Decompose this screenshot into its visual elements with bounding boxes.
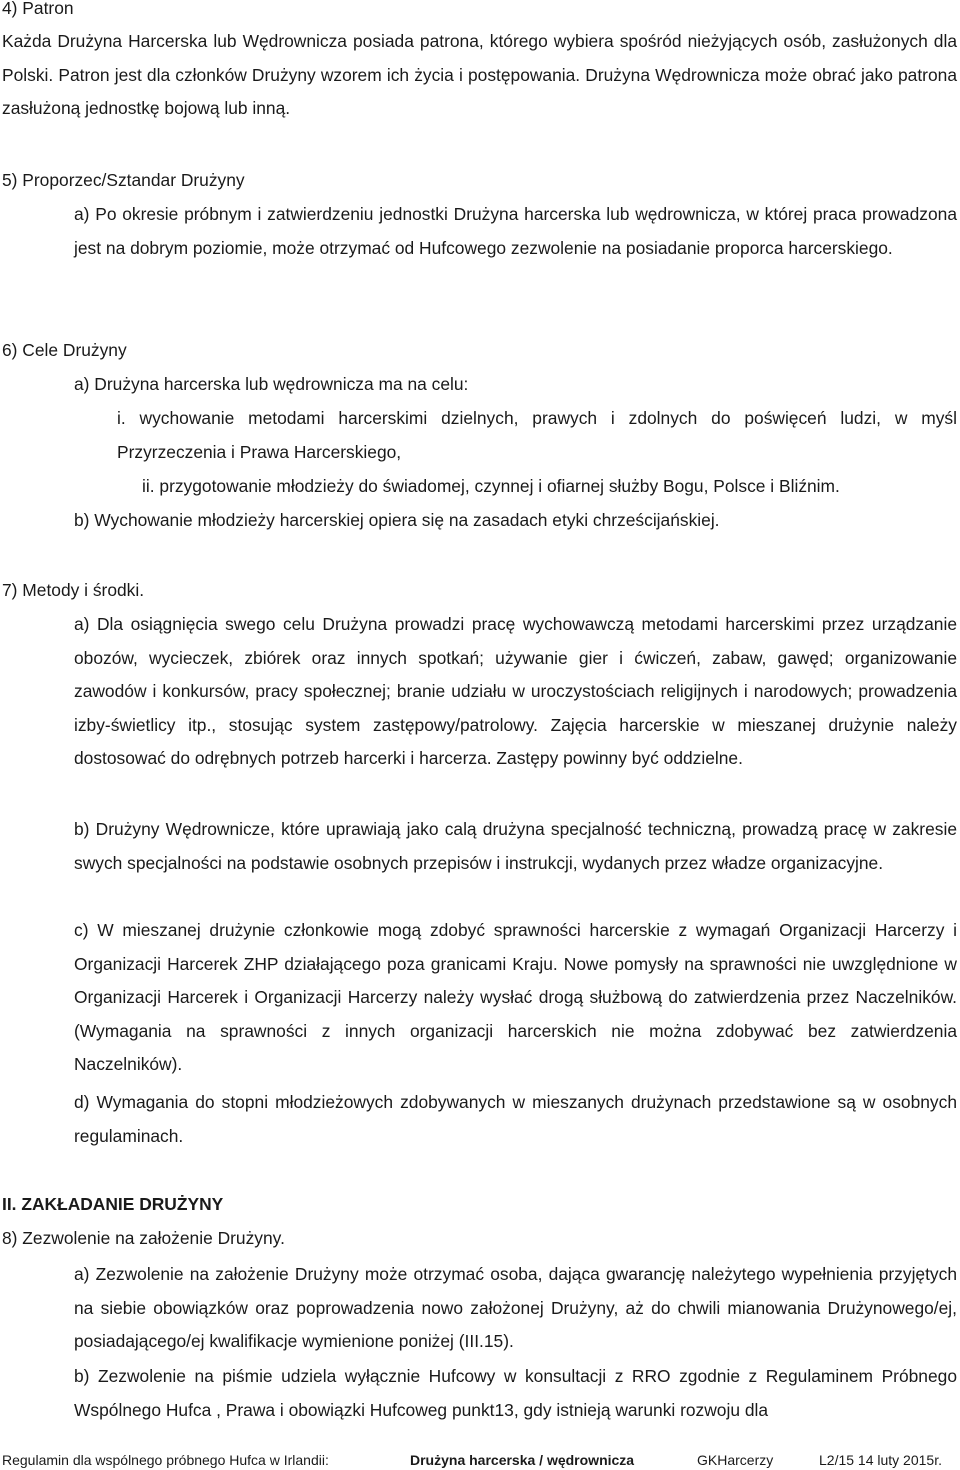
footer-author: GKHarcerzy (697, 1452, 774, 1468)
section-4-heading: 4) Patron (2, 0, 74, 18)
section-7-item-d: d) Wymagania do stopni młodzieżowych zdobywanych w mieszanych drużynach przedstawione są w osobnych regulaminach. (74, 1092, 957, 1146)
section-6-item-a: a) Drużyna harcerska lub wędrownicza ma na celu: (74, 374, 469, 394)
section-5-heading: 5) Proporzec/Sztandar Drużyny (2, 170, 245, 190)
footer-team-type: Drużyna harcerska / wędrownicza (410, 1452, 635, 1468)
section-7-item-c: c) W mieszanej drużynie członkowie mogą zdobyć sprawności harcerskie z wymagań Organizacji Harcerzy i Organizacji Harcerek ZHP działającego poza granicami Kraju. Nowe pomysły na sprawności nie uwzględnione w Organizacji Harcerek i Organizacji Harcerzy należy wysłać drogą służbową do zatwierdzenia przez Naczelników. (Wymagania na sprawności z innych organizacji harcerskich nie można zdobywać bez zatwierdzenia Naczelników). (74, 920, 957, 1075)
section-7-item-a: a) Dla osiągnięcia swego celu Drużyna prowadzi pracę wychowawczą metodami harcerskimi przez urządzanie obozów, wycieczek, zbiórek oraz innych spotkań; używanie gier i ćwiczeń, zabaw, gawęd; organizowanie zawodów i konkursów, pracy społecznej; branie udziału w uroczystościach religijnych i narodowych; prowadzenia izby-świetlicy itp., stosując system zastępowy/patrolowy. Zajęcia harcerskie w mieszanej drużynie należy dostosować do odrębnych potrzeb harcerki i harcerza. Zastępy powinny być oddzielne. (74, 614, 957, 769)
section-7-heading: 7) Metody i środki. (2, 580, 145, 600)
footer-document-title: Regulamin dla wspólnego próbnego Hufca w Irlandii: (2, 1452, 329, 1468)
section-4-paragraph: Każda Drużyna Harcerska lub Wędrownicza posiada patrona, którego wybiera spośród nieżyjących osób, zasłużonych dla Polski. Patron jest dla członków Drużyny wzorem ich życia i postępowania. Drużyna Wędrownicza może obrać jako patrona zasłużoną jednostkę bojową lub inną. (2, 31, 957, 119)
section-8-heading: 8) Zezwolenie na założenie Drużyny. (2, 1228, 285, 1248)
footer-version-date: L2/15 14 luty 2015r. (819, 1452, 942, 1468)
part-2-heading: II. ZAKŁADANIE DRUŻYNY (2, 1194, 224, 1214)
section-7-item-b: b) Drużyny Wędrownicze, które uprawiają jako calą drużyna specjalność techniczną, prowadzą pracę w zakresie swych specjalności na podstawie osobnych przepisów i instrukcji, wydanych przez władze organizacyjne. (74, 819, 957, 873)
section-8-item-b: b) Zezwolenie na piśmie udziela wyłącznie Hufcowy w konsultacji z RRO zgodnie z Regulaminem Próbnego Wspólnego Hufca , Prawa i obowiązki Hufcoweg punkt13, gdy istnieją warunki rozwoju dla (74, 1366, 957, 1420)
section-6-heading: 6) Cele Drużyny (2, 340, 127, 360)
section-6-item-b: b) Wychowanie młodzieży harcerskiej opiera się na zasadach etyki chrześcijańskiej. (74, 510, 720, 530)
section-8-item-a: a) Zezwolenie na założenie Drużyny może otrzymać osoba, dająca gwarancję należytego wypełnienia przyjętych na siebie obowiązków oraz poprowadzenia nowo założonej Drużyny, aż do chwili mianowania Drużynowego/ej, posiadającego/ej kwalifikacje wymienione poniżej (III.15). (74, 1264, 957, 1352)
section-6-item-i: i. wychowanie metodami harcerskimi dzielnych, prawych i zdolnych do poświęceń ludzi, w myśl Przyrzeczenia i Prawa Harcerskiego, (117, 408, 957, 462)
section-5-item-a: a) Po okresie próbnym i zatwierdzeniu jednostki Drużyna harcerska lub wędrownicza, w której praca prowadzona jest na dobrym poziomie, może otrzymać od Hufcowego zezwolenie na posiadanie proporca harcerskiego. (74, 204, 957, 258)
section-6-item-ii: ii. przygotowanie młodzieży do świadomej, czynnej i ofiarnej służby Bogu, Polsce i Bliźnim. (142, 476, 840, 496)
